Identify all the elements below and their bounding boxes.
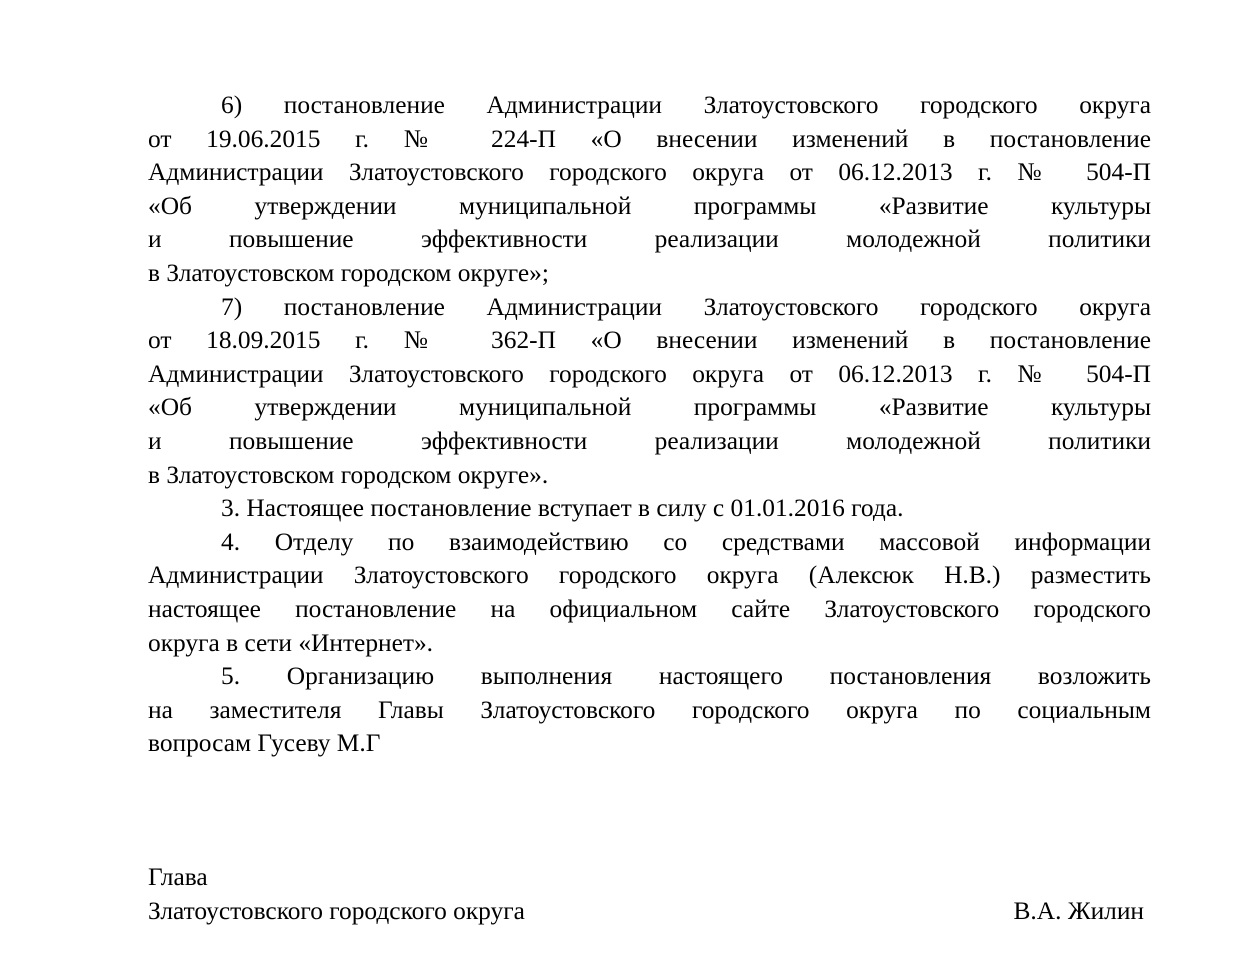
paragraph-line: Администрации Златоустовского городского округа от 06.12.2013 г. № 504-П xyxy=(148,359,1151,388)
paragraph-line: в Златоустовском городском округе»; xyxy=(148,258,549,287)
paragraph-line: настоящее постановление на официальном сайте Златоустовского городского xyxy=(148,594,1151,623)
paragraph-line: округа в сети «Интернет». xyxy=(148,628,434,657)
signatory-name: В.А. Жилин xyxy=(1013,897,1144,925)
paragraph-line: «Об утверждении муниципальной программы «Развитие культуры xyxy=(148,393,1151,422)
paragraph-line: вопросам Гусеву М.Г xyxy=(148,729,381,758)
paragraph-line: в Златоустовском городском округе». xyxy=(148,460,549,489)
signature-block xyxy=(148,860,1148,928)
paragraph-line: Администрации Златоустовского городского округа (Алексюк Н.В.) разместить xyxy=(148,561,1151,590)
paragraph-line: на заместителя Главы Златоустовского городского округа по социальным xyxy=(148,695,1151,724)
paragraph-line: и повышение эффективности реализации молодежной политики xyxy=(148,225,1151,254)
paragraph-line: 7) постановление Администрации Златоустовского городского округа xyxy=(221,292,1151,321)
paragraph-line: 5. Организацию выполнения настоящего постановления возложить xyxy=(221,662,1151,691)
paragraph-line: от 18.09.2015 г. № 362-П «О внесении изменений в постановление xyxy=(148,326,1151,355)
paragraph-line: Администрации Златоустовского городского округа от 06.12.2013 г. № 504-П xyxy=(148,158,1151,187)
paragraph-line: от 19.06.2015 г. № 224-П «О внесении изменений в постановление xyxy=(148,124,1151,153)
signatory-title: Глава xyxy=(148,863,208,891)
signatory-title-line xyxy=(148,860,1148,894)
document-body xyxy=(148,89,1151,761)
paragraph-line: 4. Отделу по взаимодействию со средствами массовой информации xyxy=(221,527,1151,556)
paragraph-line: 6) постановление Администрации Златоустовского городского округа xyxy=(221,91,1151,119)
signatory-organization: Златоустовского городского округа xyxy=(148,897,525,925)
paragraph-line: «Об утверждении муниципальной программы «Развитие культуры xyxy=(148,191,1151,220)
signatory-org-line xyxy=(148,894,1148,928)
paragraph-line: и повышение эффективности реализации молодежной политики xyxy=(148,426,1151,455)
paragraph-line: 3. Настоящее постановление вступает в силу с 01.01.2016 года. xyxy=(221,494,904,523)
